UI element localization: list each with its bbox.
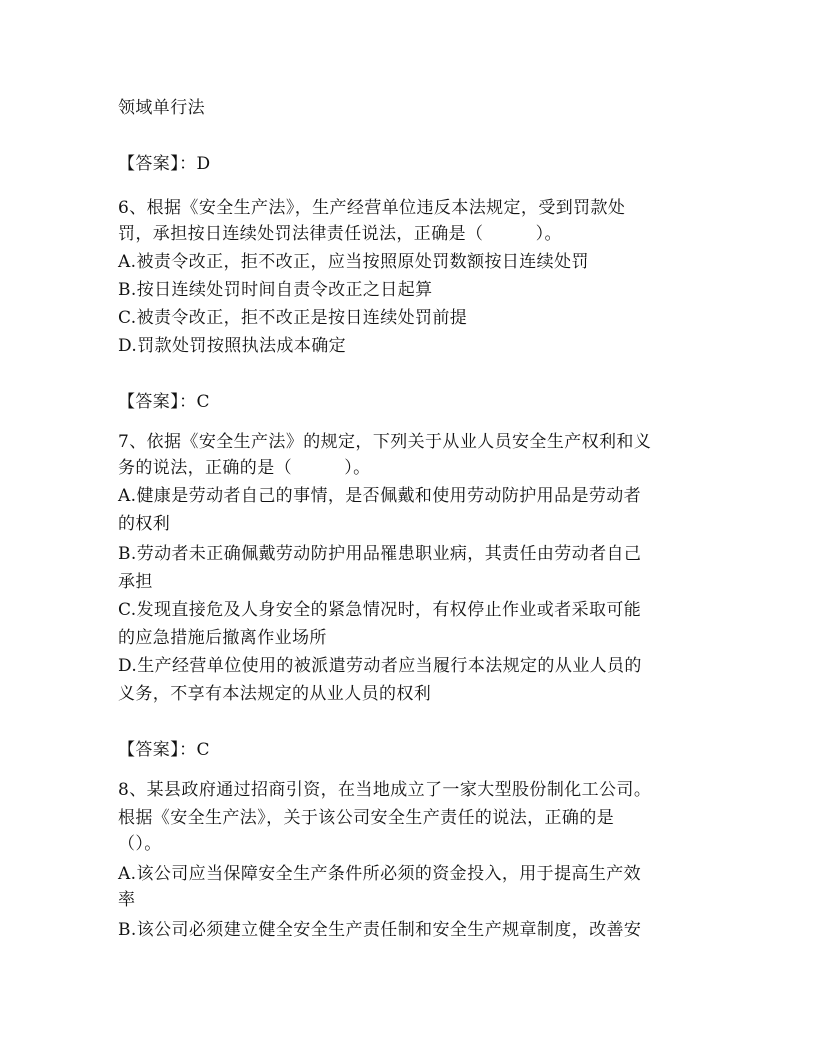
option-line: 的权利 [118,514,171,534]
option-line: B.按日连续处罚时间自责令改正之日起算 [118,280,433,300]
option-line: D.罚款处罚按照执法成本确定 [118,336,347,356]
question-line: 罚，承担按日连续处罚法律责任说法，正确是（ ）。 [118,224,562,244]
option-line: 义务，不享有本法规定的从业人员的权利 [118,684,432,704]
option-line: A.健康是劳动者自己的事情，是否佩戴和使用劳动防护用品是劳动者 [118,486,642,506]
answer-line: 【答案】：C [118,740,210,760]
option-line: 率 [118,890,136,910]
option-line: B.劳动者未正确佩戴劳动防护用品罹患职业病，其责任由劳动者自己 [118,544,642,564]
question-line: 6、根据《安全生产法》，生产经营单位违反本法规定，受到罚款处 [118,198,626,218]
answer-line: 【答案】：D [118,154,211,174]
question-line: 根据《安全生产法》，关于该公司安全生产责任的说法，正确的是 [118,808,615,828]
option-line: C.发现直接危及人身安全的紧急情况时，有权停止作业或者采取可能 [118,600,642,620]
text-line: 领域单行法 [118,98,205,118]
option-line: A.该公司应当保障安全生产条件所必须的资金投入，用于提高生产效 [118,864,642,884]
option-line: 承担 [118,572,153,592]
option-line: 的应急措施后撤离作业场所 [118,628,327,648]
option-line: B.该公司必须建立健全安全生产责任制和安全生产规章制度，改善安 [118,920,642,940]
question-line: 8、某县政府通过招商引资，在当地成立了一家大型股份制化工公司。 [118,780,652,800]
question-line: 7、依据《安全生产法》的规定，下列关于从业人员安全生产权利和义 [118,432,652,452]
option-line: A.被责令改正，拒不改正，应当按照原处罚数额按日连续处罚 [118,252,589,272]
question-line: （）。 [118,834,162,854]
option-line: D.生产经营单位使用的被派遣劳动者应当履行本法规定的从业人员的 [118,656,642,676]
option-line: C.被责令改正，拒不改正是按日连续处罚前提 [118,308,468,328]
answer-line: 【答案】：C [118,392,210,412]
question-line: 务的说法，正确的是（ ）。 [118,458,371,478]
